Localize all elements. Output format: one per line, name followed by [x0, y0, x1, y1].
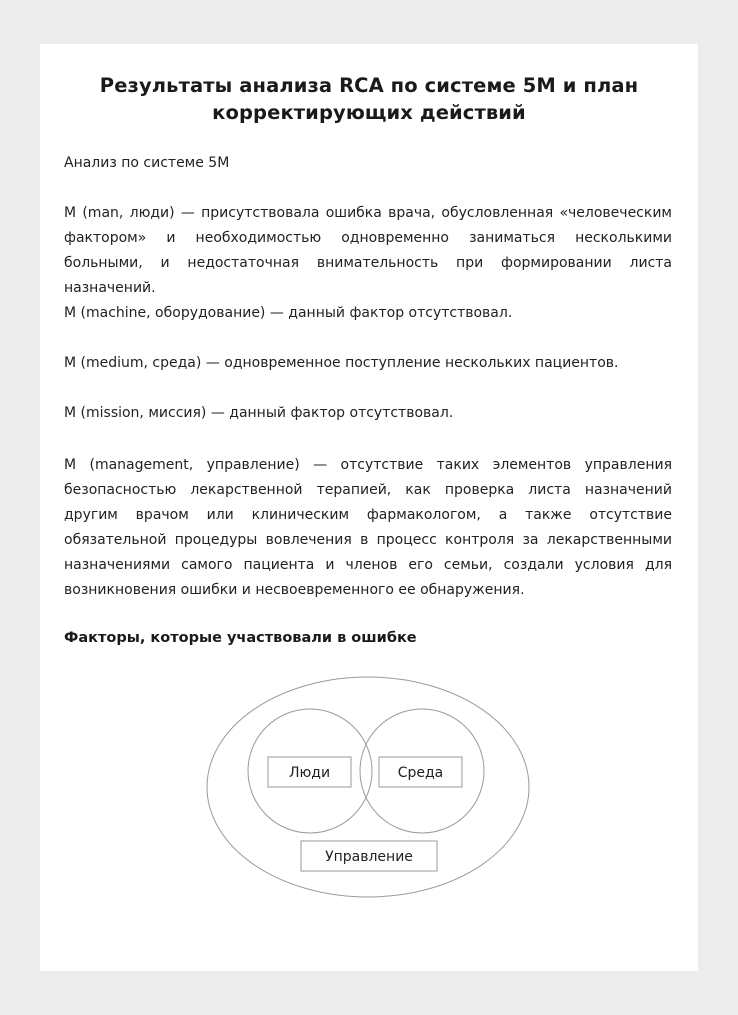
factor-management: М (management, управление) — отсутствие таких элементов управления безопасностью лекарственной терапией, как проверка листа назначений другим врачом или клиническим фармакологом, а также отсутствие обязательной процедуры вовлечения в процесс контроля за лекарственными назначениями самого пациента и членов его семьи, создали условия для возникновения ошибки и несвоевременного ее обнаружения.: [64, 457, 672, 598]
factor-mission: М (mission, миссия) — данный фактор отсутствовал.: [64, 405, 454, 421]
environment-label: Среда: [397, 765, 444, 781]
factors-heading: Факторы, которые участвовали в ошибке: [64, 630, 417, 646]
factor-machine: М (machine, оборудование) — данный фактор отсутствовал.: [64, 305, 513, 321]
document-page: [40, 44, 698, 971]
factor-medium: М (medium, среда) — одновременное поступление нескольких пациентов.: [64, 355, 619, 371]
factor-man: М (man, люди) — присутствовала ошибка врача, обусловленная «человеческим фактором» и необходимостью одновременно заниматься несколькими больными, и недостаточная внимательность при формировании листа назначений.: [64, 205, 672, 296]
title-line-2: корректирующих действий: [212, 101, 526, 124]
people-label: Люди: [288, 765, 331, 781]
factors-diagram: [40, 44, 698, 971]
intro-text: Анализ по системе 5М: [64, 155, 230, 171]
management-label: Управление: [325, 849, 413, 865]
title-line-1: Результаты анализа RCA по системе 5M и план: [99, 74, 639, 97]
